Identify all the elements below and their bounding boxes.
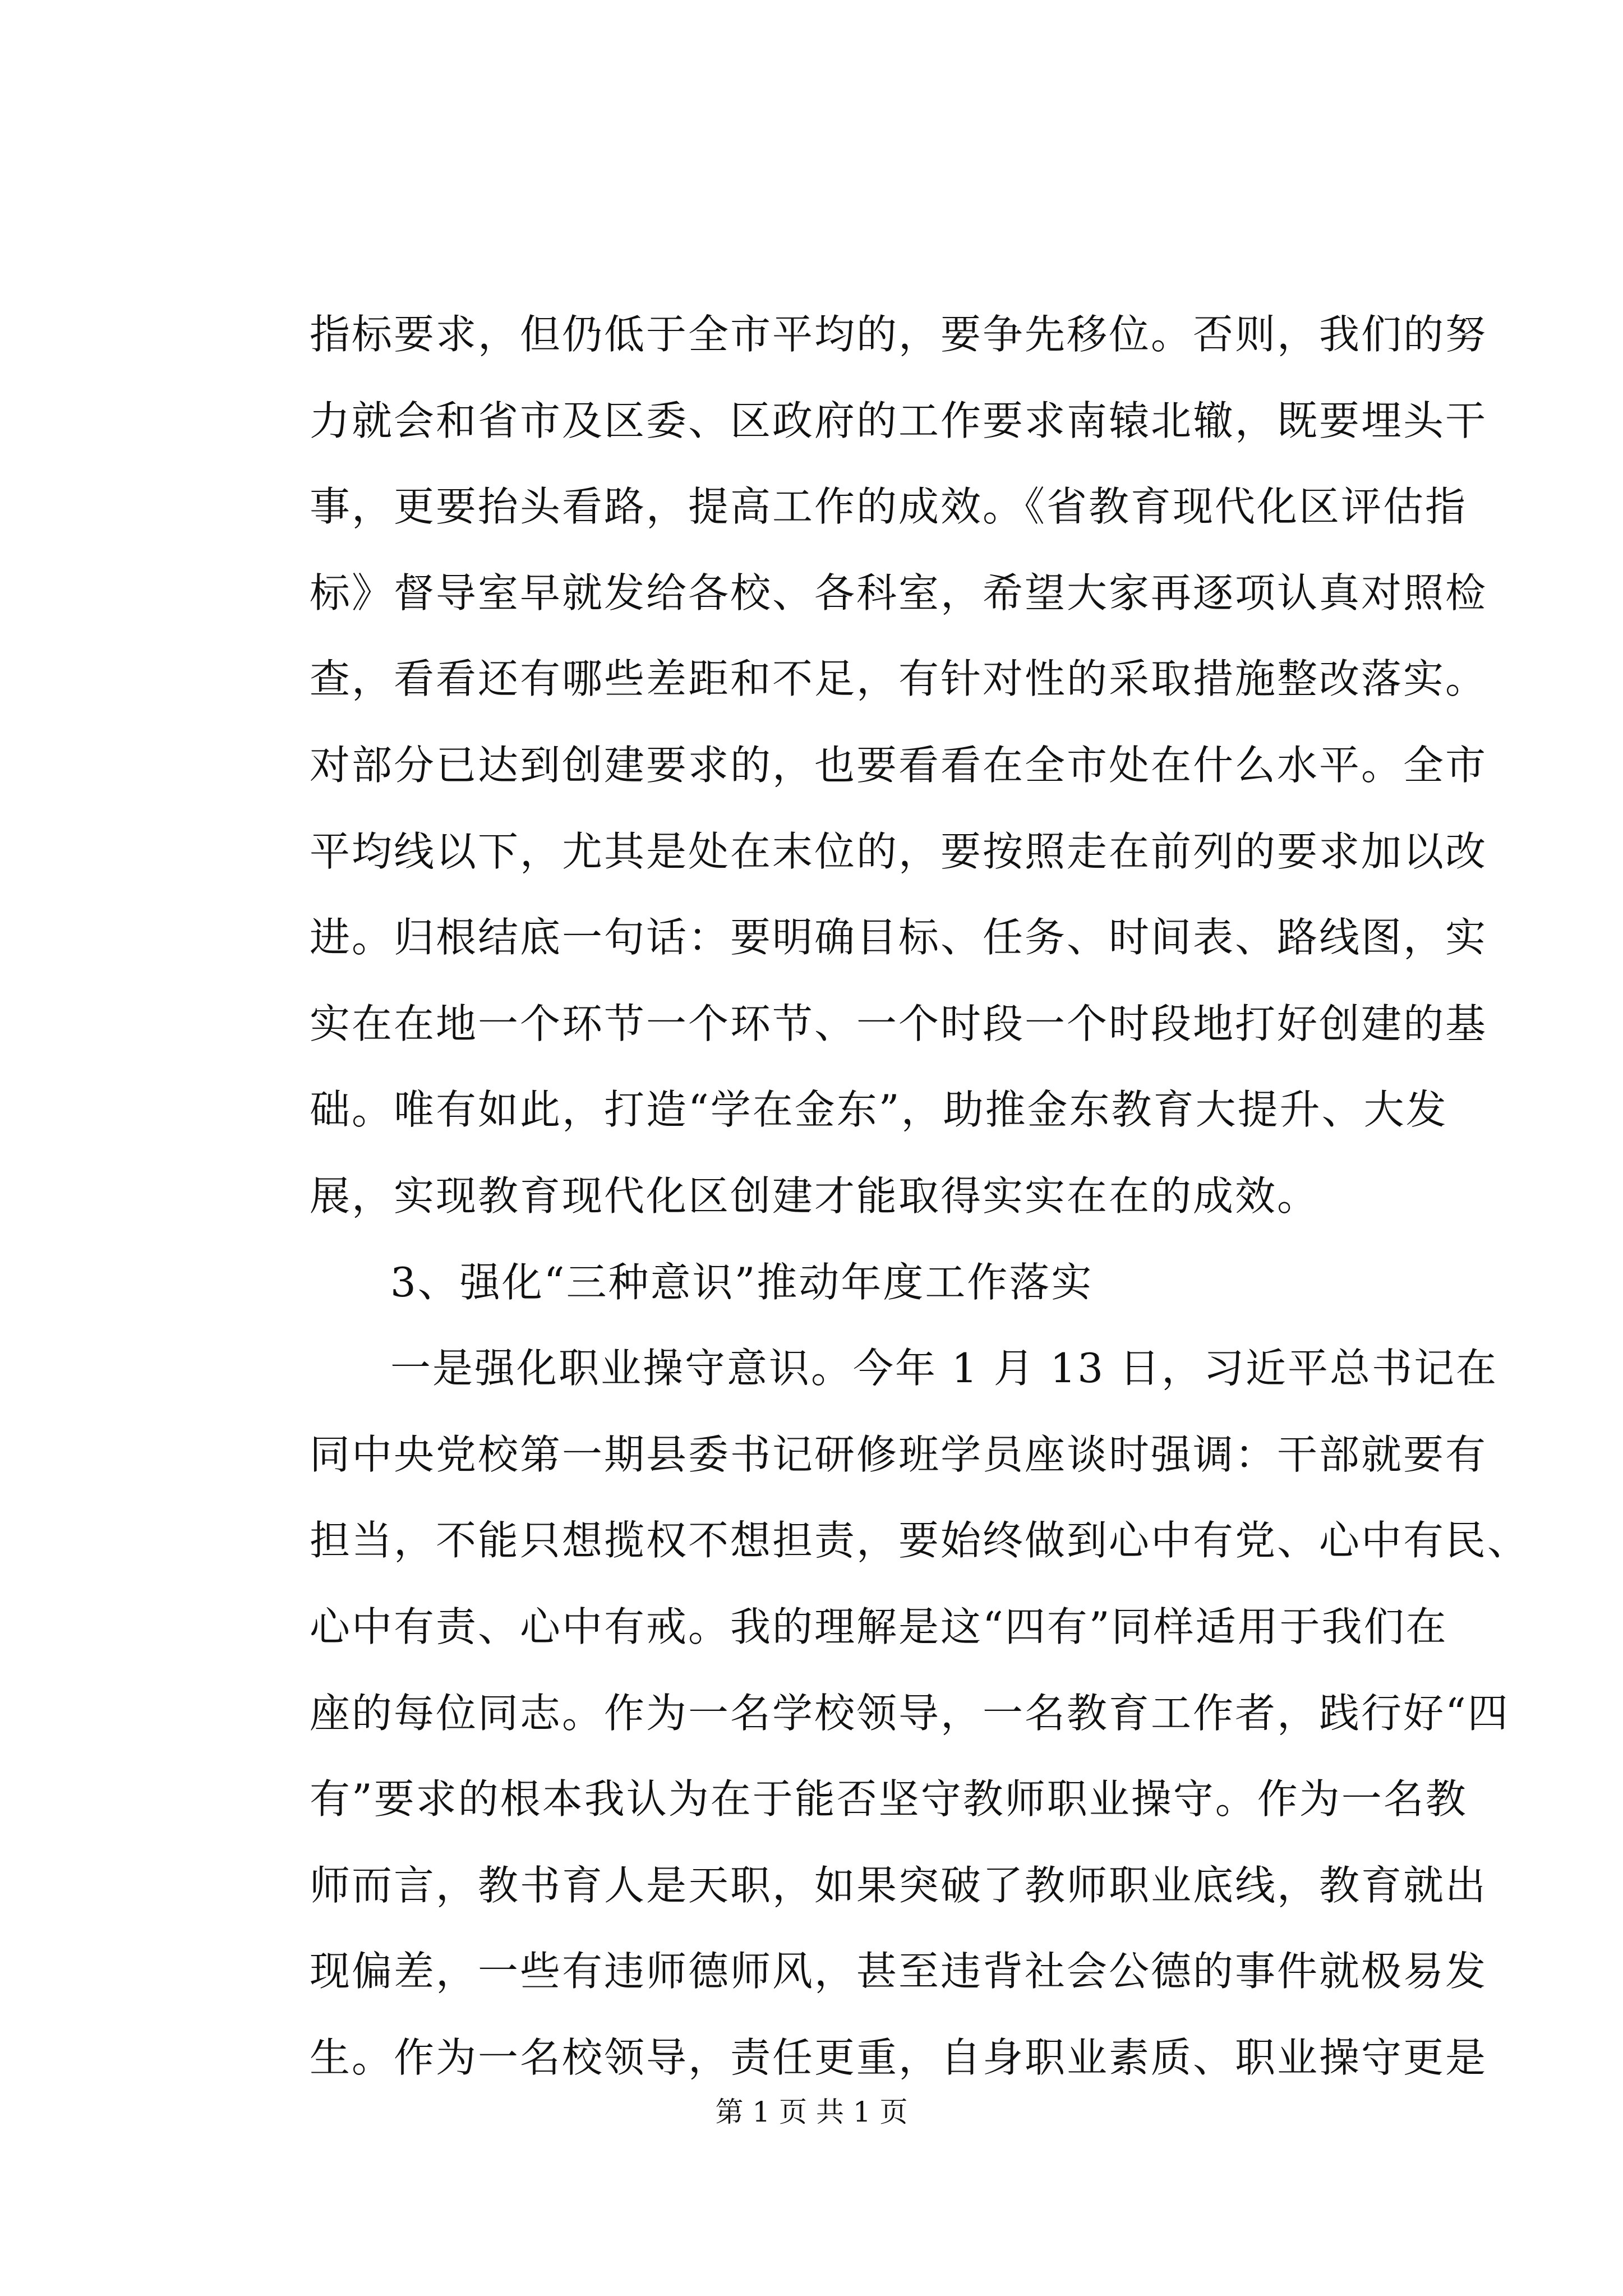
paragraph-first-line: 一是强化职业操守意识。今年 1 月 13 日，习近平总书记在	[390, 1345, 1498, 1392]
text-line: 心中有责、心中有戒。我的理解是这“四有”同样适用于我们在	[310, 1603, 1448, 1650]
text-line: 有”要求的根本我认为在于能否坚守教师职业操守。作为一名教	[310, 1775, 1468, 1823]
text-line: 担当，不能只想揽权不想担责，要始终做到心中有党、心中有民、	[310, 1517, 1530, 1565]
text-line: 现偏差，一些有违师德师风，甚至违背社会公德的事件就极易发	[310, 1948, 1488, 1995]
text-line: 础。唯有如此，打造“学在金东”，助推金东教育大提升、大发	[310, 1086, 1448, 1134]
text-line: 座的每位同志。作为一名学校领导，一名教育工作者，践行好“四	[310, 1689, 1510, 1737]
page-footer: 第 1 页 共 1 页	[715, 2096, 908, 2128]
text-line: 标》督导室早就发给各校、各科室，希望大家再逐项认真对照检	[310, 569, 1488, 616]
document-body	[310, 292, 1530, 2101]
text-line: 实在在地一个环节一个环节、一个时段一个时段地打好创建的基	[310, 1000, 1488, 1047]
text-line: 力就会和省市及区委、区政府的工作要求南辕北辙，既要埋头干	[310, 397, 1488, 444]
text-line: 师而言，教书育人是天职，如果突破了教师职业底线，教育就出	[310, 1861, 1488, 1909]
text-line: 查，看看还有哪些差距和不足，有针对性的采取措施整改落实。	[310, 655, 1488, 703]
text-line: 进。归根结底一句话：要明确目标、任务、时间表、路线图，实	[310, 914, 1488, 961]
text-line: 指标要求，但仍低于全市平均的，要争先移位。否则，我们的努	[310, 311, 1488, 358]
text-line: 平均线以下，尤其是处在末位的，要按照走在前列的要求加以改	[310, 827, 1488, 875]
paragraph-last-line: 展，实现教育现代化区创建才能取得实实在在的成效。	[310, 1172, 1320, 1220]
text-line: 事，更要抬头看路，提高工作的成效。《省教育现代化区评估指	[310, 483, 1468, 531]
text-line: 生。作为一名校领导，责任更重，自身职业素质、职业操守更是	[310, 2033, 1488, 2081]
section-heading: 3、强化“三种意识”推动年度工作落实	[390, 1258, 1094, 1306]
text-line: 对部分已达到创建要求的，也要看看在全市处在什么水平。全市	[310, 741, 1488, 789]
text-line: 同中央党校第一期县委书记研修班学员座谈时强调：干部就要有	[310, 1430, 1488, 1478]
